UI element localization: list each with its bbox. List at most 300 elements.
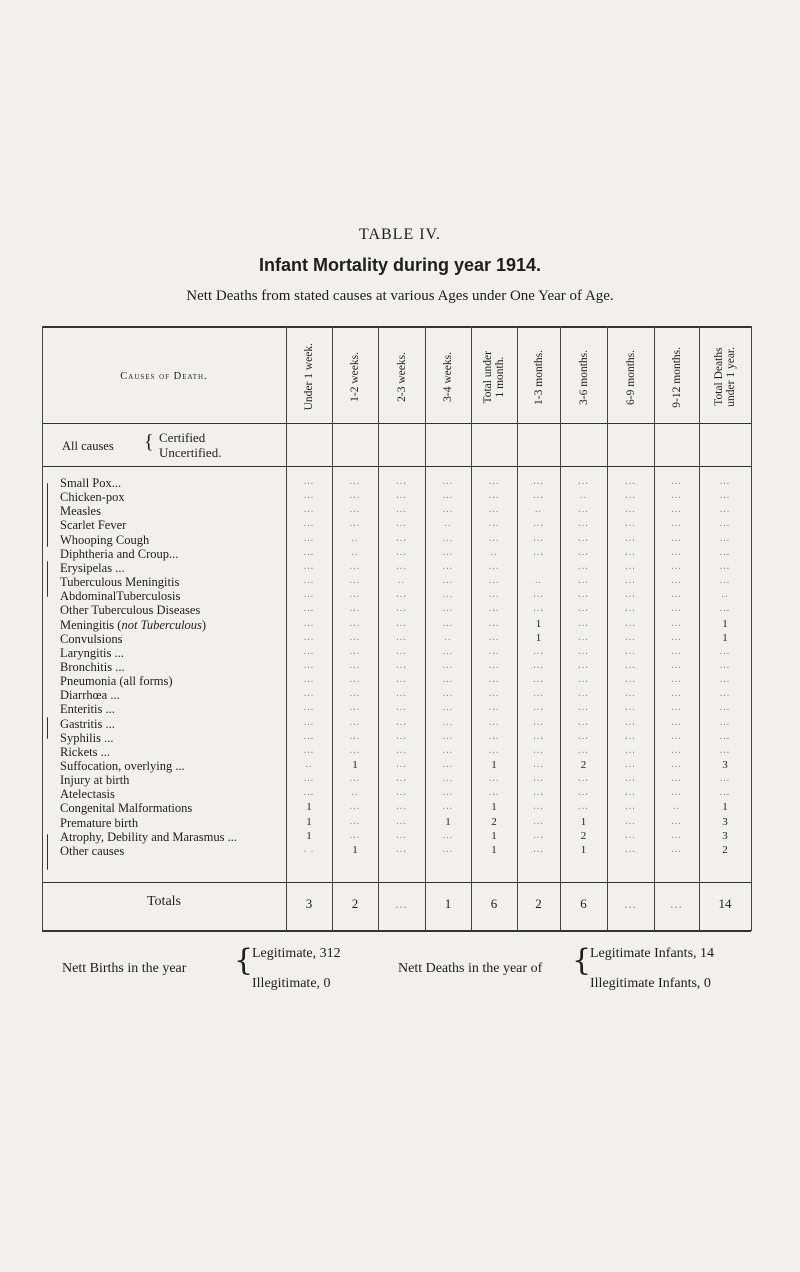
table-cell: ... [349, 560, 361, 572]
table-cell: ... [719, 490, 731, 502]
table-cell: ... [349, 702, 361, 714]
table-cell: ... [578, 589, 589, 601]
column-header-label: 1-3 months. [532, 349, 545, 405]
table-cell: ... [396, 560, 407, 572]
table-cell: ... [488, 631, 500, 643]
table-cell: ... [396, 476, 407, 487]
causes-header: Causes of Death. [120, 371, 208, 382]
table-cell: ... [396, 843, 407, 855]
deaths-label: Nett Deaths in the year of [398, 961, 543, 976]
table-cell: ... [578, 744, 589, 756]
table-cell: ... [488, 476, 500, 487]
table-cell: ... [578, 603, 589, 615]
table-cell: ... [719, 518, 731, 530]
table-row [42, 533, 751, 546]
table-cell: ... [533, 744, 544, 756]
table-cell: ... [578, 773, 589, 785]
totals-cell: 6 [490, 896, 498, 911]
table-cell: ... [533, 645, 544, 657]
table-cell: ... [719, 476, 731, 487]
table-cell: 1 [306, 829, 312, 842]
table-cell: ... [671, 603, 682, 615]
table-cell: .. [721, 589, 729, 601]
table-cell: ... [671, 744, 682, 756]
table-row [42, 589, 751, 602]
table-cell: ... [488, 688, 500, 700]
table-cell: 1 [491, 801, 497, 814]
table-cell: ... [488, 617, 500, 629]
column-header-label: 2-3 weeks. [395, 352, 408, 402]
table-cell: ... [303, 716, 315, 728]
column-header-label: 6-9 months. [624, 349, 637, 405]
table-cell: ... [396, 674, 407, 686]
table-cell: . . [303, 843, 315, 855]
table-cell: ... [442, 759, 454, 770]
column-header-label: 9-12 months. [670, 346, 683, 408]
table-cell: ... [396, 532, 407, 544]
cause-name: Measles [60, 504, 101, 519]
table-cell: ... [533, 659, 544, 671]
table-cell: ... [396, 645, 407, 657]
table-cell: ... [442, 589, 454, 601]
column-header [425, 334, 471, 420]
table-cell: ... [671, 476, 682, 487]
column-header [654, 334, 699, 420]
table-cell: ... [578, 801, 589, 813]
table-cell: ... [303, 603, 315, 615]
brace-glyph: { [144, 431, 154, 453]
table-row [42, 660, 751, 673]
table-cell: ... [625, 617, 636, 629]
table-cell: ... [671, 759, 682, 770]
cause-name: Bronchitis ... [60, 659, 125, 674]
table-cell: ... [625, 518, 636, 530]
table-cell: ... [303, 688, 315, 700]
table-cell: ... [671, 815, 682, 827]
table-cell: ... [349, 659, 361, 671]
table-cell: ... [396, 744, 407, 756]
column-header-label: 3-6 months. [577, 349, 590, 405]
table-row [42, 674, 751, 687]
table-cell: ... [488, 490, 500, 502]
table-cell: ... [303, 730, 315, 742]
table-cell: ... [625, 801, 636, 813]
column-header [699, 334, 751, 420]
table-cell: ... [578, 575, 589, 587]
table-cell: ... [442, 532, 454, 544]
cause-name: Injury at birth [60, 773, 130, 788]
table-row [42, 504, 751, 517]
table-cell: ... [625, 829, 636, 841]
table-cell: ... [488, 560, 500, 572]
table-cell: ... [396, 716, 407, 728]
table-cell: ... [719, 659, 731, 671]
table-cell: ... [625, 476, 636, 487]
table-cell: ... [303, 674, 315, 686]
cause-name: Premature birth [60, 815, 139, 830]
table-cell: ... [303, 589, 315, 601]
table-cell: ... [578, 645, 589, 657]
table-rule [42, 466, 751, 467]
table-cell: ... [349, 716, 361, 728]
table-label: TABLE IV. [358, 226, 442, 243]
table-cell: ... [396, 688, 407, 700]
table-row [42, 476, 751, 489]
table-cell: ... [442, 674, 454, 686]
table-cell: ... [578, 716, 589, 728]
table-cell: 2 [580, 829, 587, 842]
table-cell: ... [442, 546, 454, 558]
table-cell: ... [533, 674, 544, 686]
page-title: Infant Mortality during year 1914. [258, 255, 542, 275]
table-cell: ... [625, 490, 636, 502]
table-cell: ... [625, 787, 636, 799]
table-cell: ... [719, 575, 731, 587]
table-cell: ... [533, 829, 544, 841]
table-cell: .. [351, 546, 359, 558]
table-cell: ... [488, 518, 500, 530]
table-cell: ... [349, 617, 361, 629]
brace-glyph: { [234, 943, 254, 978]
cause-name: Syphilis ... [60, 730, 114, 745]
table-cell: 3 [722, 759, 728, 771]
deaths-illegitimate: Illegitimate Infants, 0 [590, 976, 711, 991]
column-header-label: Total under 1 month. [482, 350, 506, 404]
table-cell: ... [349, 575, 361, 587]
cause-name: Whooping Cough [60, 532, 150, 547]
column-header-label: Under 1 week. [303, 343, 315, 411]
table-cell: ... [303, 575, 315, 587]
table-cell: 1 [580, 843, 587, 856]
table-cell: ... [442, 843, 454, 855]
table-cell: ... [671, 716, 682, 728]
table-cell: ... [442, 490, 454, 502]
table-row [42, 702, 751, 715]
table-cell: ... [625, 631, 636, 643]
table-cell: ... [303, 702, 315, 714]
table-cell: ... [533, 546, 544, 558]
births-deaths-footer [0, 943, 800, 996]
table-row [42, 688, 751, 701]
table-cell: ... [533, 801, 544, 813]
column-header [471, 334, 517, 420]
all-causes-label: All causes [62, 439, 114, 453]
table-cell: 1 [535, 617, 542, 630]
table-cell: ... [303, 744, 315, 756]
table-cell: ... [625, 589, 636, 601]
table-cell: ... [533, 490, 544, 502]
cause-name: Small Pox... [60, 476, 122, 490]
cause-name: Erysipelas ... [60, 560, 125, 575]
table-cell: ... [488, 787, 500, 799]
cause-name: Atelectasis [60, 787, 115, 802]
table-cell: ... [488, 603, 500, 615]
table-cell: ... [671, 843, 682, 855]
table-cell: .. [535, 575, 542, 587]
table-cell: ... [488, 504, 500, 516]
table-cell: ... [349, 688, 361, 700]
table-cell: ... [671, 518, 682, 530]
cause-name: Enteritis ... [60, 702, 115, 717]
table-row [42, 830, 751, 843]
table-cell: ... [533, 518, 544, 530]
table-row [42, 759, 751, 772]
table-cell: ... [303, 476, 315, 487]
table-cell: ... [533, 843, 544, 855]
table-cell: ... [671, 631, 682, 643]
table-cell: ... [488, 645, 500, 657]
table-cell: ... [578, 546, 589, 558]
table-cell: ... [671, 773, 682, 785]
table-row [42, 561, 751, 574]
table-cell: ... [442, 659, 454, 671]
column-header [286, 334, 332, 420]
table-cell: ... [719, 645, 731, 657]
table-cell: ... [396, 730, 407, 742]
table-cell: ... [442, 688, 454, 700]
table-cell: ... [303, 787, 315, 799]
column-header-label: 3-4 weeks. [442, 352, 454, 402]
totals-cell: 6 [580, 896, 587, 911]
table-cell: ... [671, 659, 682, 671]
table-cell: ... [625, 702, 636, 714]
table-cell: ... [396, 702, 407, 714]
table-cell: ... [442, 504, 454, 516]
table-cell: 1 [722, 801, 728, 814]
table-cell: ... [671, 504, 682, 516]
cause-name: Diarrhœa ... [60, 688, 120, 703]
table-cell: ... [488, 674, 500, 686]
table-cell: 3 [722, 815, 728, 828]
table-cell: ... [625, 773, 636, 785]
cause-name-part: ) [201, 617, 207, 632]
table-cell: ... [533, 815, 544, 827]
table-cell: ... [671, 575, 682, 587]
table-cell: ... [533, 730, 544, 742]
table-cell: ... [533, 702, 544, 714]
table-row [42, 575, 751, 588]
table-cell: 1 [722, 617, 728, 630]
table-cell: ... [671, 546, 682, 558]
table-cell: ... [442, 575, 454, 587]
table-cell: ... [533, 589, 544, 601]
table-row [42, 816, 751, 829]
cause-name [60, 618, 286, 633]
cause-name: Pneumonia (all forms) [60, 674, 173, 689]
table-cell: ... [396, 631, 407, 643]
table-cell: .. [351, 787, 359, 799]
cause-name: AbdominalTuberculosis [60, 589, 181, 604]
table-cell: ... [488, 744, 500, 756]
table-cell: .. [673, 801, 680, 813]
table-cell: ... [442, 645, 454, 657]
mortality-table [42, 326, 751, 931]
table-cell: 2 [580, 759, 587, 771]
table-cell: ... [719, 674, 731, 686]
table-cell: ... [578, 659, 589, 671]
brace-glyph: { [572, 943, 592, 978]
table-cell: .. [535, 504, 542, 516]
table-cell: ... [625, 546, 636, 558]
column-header [332, 334, 378, 420]
totals-cell: ... [624, 896, 637, 911]
table-cell: ... [442, 702, 454, 714]
table-cell: ... [578, 560, 589, 572]
table-cell: ... [625, 815, 636, 827]
table-row [42, 646, 751, 659]
cause-name: Atrophy, Debility and Marasmus ... [60, 829, 237, 844]
table-cell: ... [303, 518, 315, 530]
table-cell: ... [625, 730, 636, 742]
table-cell: ... [442, 560, 454, 572]
table-row [42, 518, 751, 531]
table-cell: ... [396, 759, 407, 770]
table-cell: ... [533, 759, 544, 770]
table-cell: ... [719, 744, 731, 756]
table-cell: ... [533, 532, 544, 544]
table-cell: ... [671, 730, 682, 742]
table-cell: ... [488, 575, 500, 587]
table-cell: ... [303, 645, 315, 657]
table-cell: ... [533, 716, 544, 728]
cause-name: Diphtheria and Croup... [60, 546, 179, 561]
table-cell: .. [444, 631, 452, 643]
table-cell: 3 [722, 829, 728, 842]
table-cell: ... [719, 560, 731, 572]
table-cell: ... [442, 716, 454, 728]
cause-name: Scarlet Fever [60, 518, 127, 533]
table-cell: ... [671, 645, 682, 657]
table-cell: .. [398, 575, 405, 587]
table-cell: ... [396, 659, 407, 671]
table-cell: ... [578, 730, 589, 742]
table-cell: ... [671, 617, 682, 629]
table-cell: ... [671, 532, 682, 544]
table-cell: ... [349, 744, 361, 756]
table-cell: ... [719, 688, 731, 700]
table-cell: ... [719, 773, 731, 785]
deaths-legitimate: Legitimate Infants, 14 [590, 946, 715, 961]
column-header [607, 334, 654, 420]
cause-name-italic: not Tuberculous [121, 617, 202, 632]
table-row [42, 773, 751, 786]
table-cell: ... [396, 815, 407, 827]
totals-cell: 3 [305, 896, 313, 911]
cause-name: Congenital Malformations [60, 801, 193, 816]
table-cell: ... [671, 787, 682, 799]
totals-cell: 2 [535, 896, 542, 911]
table-cell: ... [442, 617, 454, 629]
cause-name: Other Tuberculous Diseases [60, 603, 201, 618]
births-legitimate: Legitimate, 312 [252, 946, 341, 961]
table-cell: 1 [722, 631, 728, 644]
table-cell: ... [625, 532, 636, 544]
table-cell: 1 [580, 815, 587, 828]
table-cell: ... [625, 603, 636, 615]
table-row [42, 547, 751, 560]
cause-name: Suffocation, overlying ... [60, 759, 185, 773]
births-illegitimate: Illegitimate, 0 [252, 976, 331, 991]
table-cell: ... [303, 617, 315, 629]
totals-cell: 14 [718, 896, 732, 911]
table-cell: ... [719, 716, 731, 728]
table-row [42, 844, 751, 857]
totals-row [42, 882, 751, 922]
table-cell: ... [719, 702, 731, 714]
column-header [378, 334, 425, 420]
table-row [42, 801, 751, 814]
table-cell: ... [625, 674, 636, 686]
table-cell: ... [488, 716, 500, 728]
table-cell: ... [349, 631, 361, 643]
table-cell: ... [349, 730, 361, 742]
table-cell: ... [303, 631, 315, 643]
table-cell: ... [396, 829, 407, 841]
column-header-label: 1-2 weeks. [349, 352, 361, 402]
table-cell: ... [533, 603, 544, 615]
table-cell: ... [442, 829, 454, 841]
table-cell: ... [396, 617, 407, 629]
table-row [42, 717, 751, 730]
table-cell: ... [349, 589, 361, 601]
cause-name-part: Meningitis ( [60, 617, 122, 632]
cause-name: Other causes [60, 843, 125, 858]
table-cell: ... [533, 476, 544, 487]
table-cell: 1 [306, 815, 312, 828]
table-cell: 1 [306, 801, 312, 814]
table-cell: ... [671, 829, 682, 841]
table-cell: ... [578, 504, 589, 516]
table-row [42, 745, 751, 758]
table-cell: ... [625, 575, 636, 587]
cause-name: Convulsions [60, 631, 123, 646]
table-cell: ... [533, 688, 544, 700]
table-cell: ... [303, 504, 315, 516]
table-cell: ... [719, 504, 731, 516]
totals-label: Totals [146, 894, 181, 909]
table-cell: .. [444, 518, 452, 530]
page-subtitle: Nett Deaths from stated causes at various Ages under One Year of Age. [186, 288, 614, 304]
table-cell: ... [671, 688, 682, 700]
table-cell: ... [442, 773, 454, 785]
table-cell: 1 [491, 843, 497, 856]
totals-cell: 1 [444, 896, 452, 911]
table-cell: ... [578, 617, 589, 629]
column-header [560, 334, 607, 420]
totals-cell: ... [670, 896, 683, 911]
table-cell: ... [578, 518, 589, 530]
table-rule [42, 930, 751, 932]
table-cell: ... [396, 801, 407, 813]
table-cell: ... [671, 490, 682, 502]
table-cell: ... [442, 744, 454, 756]
table-cell: ... [349, 829, 361, 841]
column-header-label: Total Deaths under 1 year. [713, 347, 737, 407]
table-cell: ... [719, 546, 731, 558]
table-cell: ... [349, 801, 361, 813]
table-cell: ... [396, 773, 407, 785]
table-cell: ... [442, 801, 454, 813]
table-cell: .. [351, 532, 359, 544]
cause-name: Chicken-pox [60, 490, 125, 505]
table-cell: ... [488, 659, 500, 671]
table-cell: ... [303, 532, 315, 544]
cause-name: Laryngitis ... [60, 645, 124, 660]
table-cell: ... [303, 490, 315, 502]
table-cell: .. [580, 490, 587, 502]
table-cell: ... [349, 490, 361, 502]
table-rule [42, 423, 751, 424]
